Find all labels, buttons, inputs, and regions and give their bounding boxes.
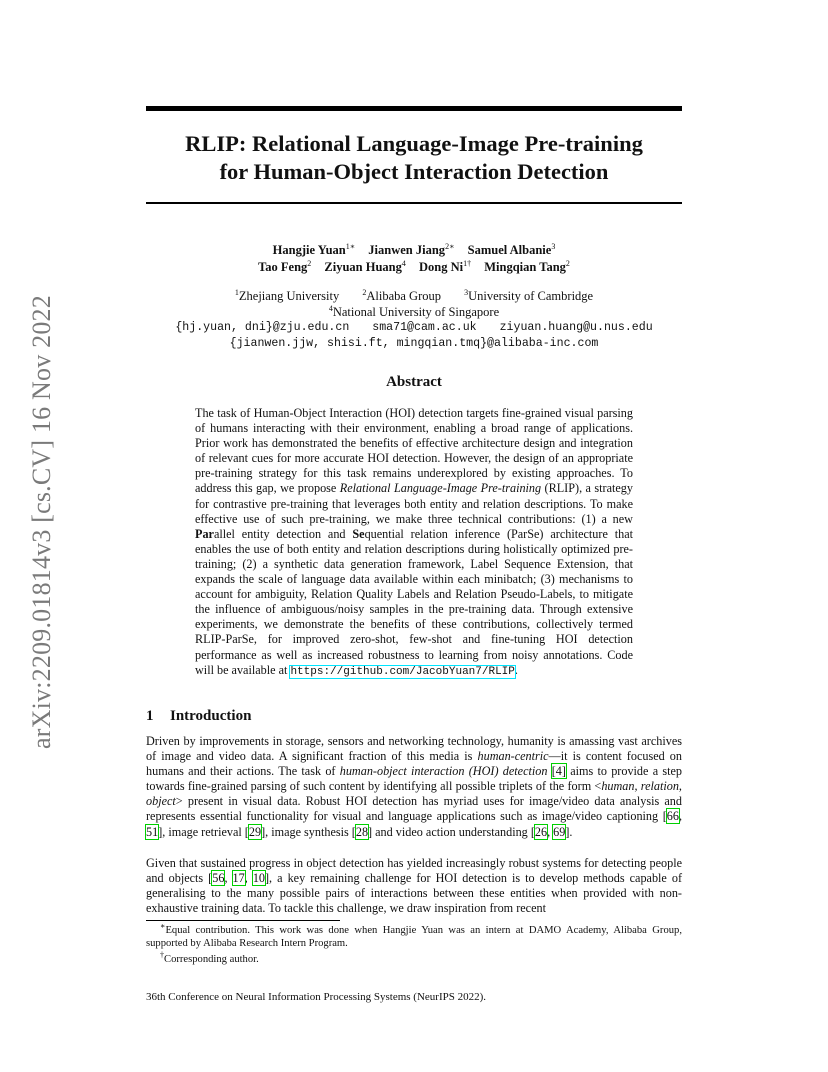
author: Mingqian Tang$^2$ [484,258,570,274]
footnote-rule [146,920,340,921]
affiliation: $^1$Zhejiang University [234,287,340,303]
affiliations [146,288,682,352]
affiliation: $^3$University of Cambridge [464,287,594,303]
author: Ziyuan Huang$^4$ [324,258,406,274]
code-link[interactable]: https://github.com/JacobYuan7/RLIP [290,665,515,678]
footnotes [146,921,682,968]
citation-link[interactable]: 26 [534,824,548,839]
arxiv-identifier-text: arXiv:2209.01814v3 [cs.CV] 16 Nov 2022 [27,295,56,749]
author: Jianwen Jiang$^{2∗}$ [368,241,455,257]
footnote-corresponding-author: †Corresponding author. [160,950,259,965]
title-line-1: RLIP: Relational Language-Image Pre-training [185,131,643,156]
affiliation: $^2$Alibaba Group [362,287,441,303]
footnote-equal-contribution: ∗Equal contribution. This work was done when Hangjie Yuan was an intern at DAMO Academy, Alibaba Group, supported by Alibaba Research Intern Program. [146,921,682,950]
citation-link[interactable]: 56 [212,871,225,886]
section-heading-introduction [146,708,682,725]
author-row-2 [146,259,682,276]
citation-link[interactable]: 66 [666,809,679,824]
arxiv-identifier [24,282,60,762]
intro-paragraph-2: Given that sustained progress in object detection has yielded increasingly robust systems for detecting people and objects [56, 17, 10], a key remaining challenge for HOI detection is to develop methods capable of generalising to the many possible pairs of interactions between these entities when provided with non-exhaustive training data. To tackle this challenge, we draw inspiration from recent [146,856,683,916]
title-rule-top [146,106,682,111]
citation-link[interactable]: 17 [232,871,245,886]
email-row-1 [146,320,682,336]
email: ziyuan.huang@u.nus.edu [499,321,653,334]
author: Dong $Ni^{1\dagger}$ [419,258,472,274]
abstract-heading: Abstract [386,374,442,390]
author-row-1 [146,242,682,259]
citation-link[interactable]: 10 [252,871,265,886]
paper-title [146,130,682,186]
section-number: 1 [146,708,154,724]
email: {hj.yuan, dni}@zju.edu.cn [175,321,350,334]
author: Samuel Albanie$^3$ [467,241,556,257]
citation-link[interactable]: [4] [551,764,566,779]
email: {jianwen.jjw, shisi.ft, mingqian.tmq}@alibaba-inc.com [229,337,599,350]
title-line-2: for Human-Object Interaction Detection [219,159,609,184]
author: Hangjie Yuan$^{1∗}$ [272,241,356,257]
citation-link[interactable]: 29 [248,824,262,839]
email: sma71@cam.ac.uk [372,321,477,334]
author: Tao Feng$^2$ [258,258,312,274]
affiliation-row-1 [146,288,682,304]
author-list [146,242,682,276]
email-row-2 [146,336,682,352]
venue-footer: 36th Conference on Neural Information Processing Systems (NeurIPS 2022). [146,991,487,1003]
section-title: Introduction [170,708,252,724]
email-list [146,320,682,352]
citation-link[interactable]: 69 [553,824,566,839]
citation-link[interactable]: 28 [355,824,369,839]
citation-link[interactable]: 51 [146,824,159,839]
affiliation-row-2: $^4$National University of Singapore [328,303,500,319]
abstract-body: The task of Human-Object Interaction (HOI) detection targets fine-grained visual parsing of humans interacting with their environment, enabling a broad range of applications. Prior work has demonstrated the benefits of effective architecture design and integration of relevant cues for more accurate HOI detection. However, the design of an appropriate pre-training strategy for this task remains underexplored by existing approaches. To address this gap, we propose Relational Language-Image Pre-training (RLIP), a strategy for contrastive pre-training that leverages both entity and relation descriptions. To make effective use of such pre-training, we make three technical contributions: (1) a new Parallel entity detection and Sequential relation inference (ParSe) architecture that enables the use of both entity and relation descriptions during holistically optimized pre-training; (2) a synthetic data generation framework, Label Sequence Extension, that expands the scale of language data available within each minibatch; (3) mechanisms to account for ambiguity, Relation Quality Labels and Relation Pseudo-Labels, to mitigate the influence of ambiguous/noisy samples in the pre-training data. Through extensive experiments, we demonstrate the benefits of these contributions, collectively termed RLIP-ParSe, for improved zero-shot, few-shot and fine-tuning HOI detection performance as well as increased robustness to learning from noisy annotations. Code will be available at https://github.com/JacobYuan7/RLIP. [195,406,633,678]
intro-paragraph-1: Driven by improvements in storage, sensors and networking technology, humanity is amassing vast archives of image and video data. A significant fraction of this media is human-centric—it is content focused on humans and their actions. The task of human-object interaction (HOI) detection [4] aims to provide a step towards fine-grained parsing of such content by identifying all possible triplets of the form <human, relation, object> present in visual data. Robust HOI detection has myriad uses for image/video data analysis and represents essential functionality for visual and language applications such as image/video captioning [66, 51], image retrieval [29], image synthesis [28] and video action understanding [26, 69]. [146,734,682,839]
title-rule-bottom [146,202,682,204]
